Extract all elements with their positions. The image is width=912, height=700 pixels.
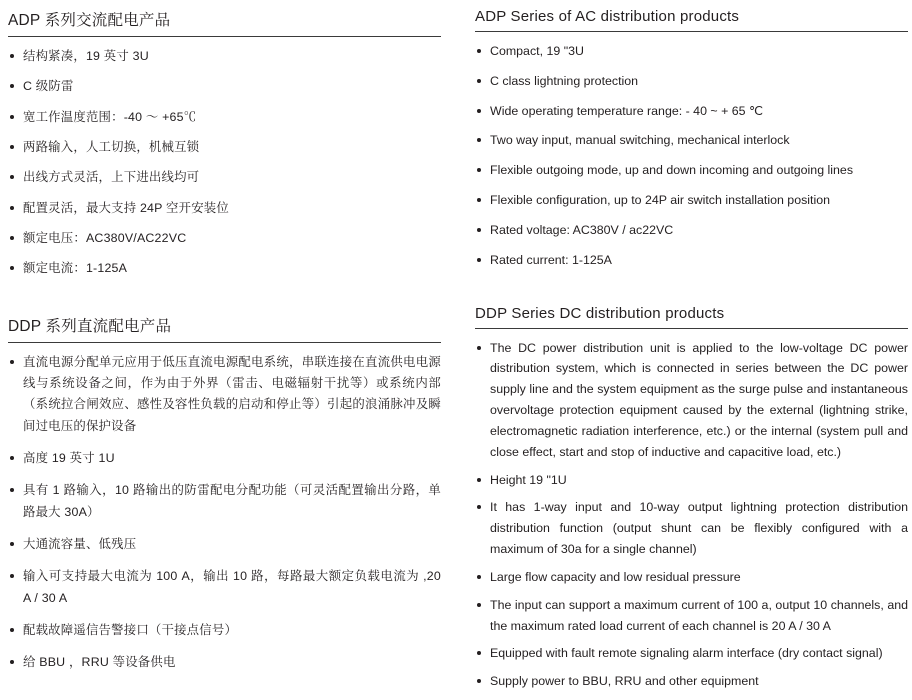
section-adp-english <box>475 8 908 271</box>
list-item: Supply power to BBU, RRU and other equipment <box>475 671 908 692</box>
list-item: It has 1-way input and 10-way output lightning protection distribution distribution function (output shunt can be flexibly configured with a maximum of 30a for a single channel) <box>475 497 908 559</box>
list-item: 额定电压：AC380V/AC22VC <box>8 228 441 249</box>
list-item: C class lightning protection <box>475 71 908 92</box>
list-item: C 级防雷 <box>8 76 441 97</box>
feature-list <box>475 41 908 271</box>
section-title: ADP 系列交流配电产品 <box>8 12 171 29</box>
section-adp-chinese <box>8 8 441 280</box>
chinese-column <box>8 8 441 685</box>
list-item: The input can support a maximum current of 100 a, output 10 channels, and the maximum rated load current of each channel is 20 A / 30 A <box>475 595 908 637</box>
list-item: Rated current: 1-125A <box>475 250 908 271</box>
feature-list <box>475 338 908 692</box>
feature-list <box>8 352 441 674</box>
english-column <box>475 8 908 700</box>
section-title: DDP Series DC distribution products <box>475 304 725 322</box>
two-column-layout <box>8 8 908 700</box>
section-divider <box>475 31 908 32</box>
section-divider <box>475 328 908 329</box>
section-title: DDP 系列直流配电产品 <box>8 317 172 335</box>
section-ddp-chinese <box>8 314 441 674</box>
list-item: Flexible configuration, up to 24P air switch installation position <box>475 190 908 211</box>
list-item: 具有 1 路输入，10 路输出的防雷配电分配功能（可灵活配置输出分路，单路最大 30A） <box>8 480 441 523</box>
list-item: Two way input, manual switching, mechanical interlock <box>475 130 908 151</box>
list-item: Flexible outgoing mode, up and down incoming and outgoing lines <box>475 160 908 181</box>
section-divider <box>8 36 441 37</box>
list-item: 出线方式灵活，上下进出线均可 <box>8 167 441 188</box>
section-divider <box>8 342 441 343</box>
list-item: 额定电流：1-125A <box>8 258 441 279</box>
list-item: 宽工作温度范围：-40 ～ +65℃ <box>8 107 441 128</box>
list-item: 大通流容量、低残压 <box>8 534 441 555</box>
list-item: Equipped with fault remote signaling alarm interface (dry contact signal) <box>475 643 908 664</box>
list-item: 两路输入，人工切换，机械互锁 <box>8 137 441 158</box>
list-item: Height 19 "1U <box>475 470 908 491</box>
list-item: 给 BBU ，RRU 等设备供电 <box>8 652 441 673</box>
list-item: Large flow capacity and low residual pressure <box>475 567 908 588</box>
list-item: 配载故障遥信告警接口（干接点信号） <box>8 620 441 641</box>
list-item: Wide operating temperature range: - 40 ~ + 65 ℃ <box>475 101 908 122</box>
list-item: 直流电源分配单元应用于低压直流电源配电系统，串联连接在直流供电电源线与系统设备之间，作为由于外界（雷击、电磁辐射干扰等）或系统内部（系统拉合闸效应、感性及容性负载的启动和停止等）引起的浪涌脉冲及瞬间过电压的保护设备 <box>8 352 441 437</box>
list-item: 配置灵活，最大支持 24P 空开安装位 <box>8 198 441 219</box>
list-item: The DC power distribution unit is applied to the low-voltage DC power distribution system, which is connected in series between the DC power supply line and the system equipment as the surge pulse and instantaneous overvoltage protection equipment caused by the external (lightning strike, electromagnetic radiation interference, etc.) or the internal (system pull and close effect, start and stop of inductive and capacitive load, etc.) <box>475 338 908 463</box>
list-item: 高度 19 英寸 1U <box>8 448 441 469</box>
section-ddp-english <box>475 305 908 692</box>
list-item: 结构紧凑，19 英寸 3U <box>8 46 441 67</box>
list-item: Rated voltage: AC380V / ac22VC <box>475 220 908 241</box>
list-item: Compact, 19 "3U <box>475 41 908 62</box>
list-item: 输入可支持最大电流为 100 A，输出 10 路，每路最大额定负载电流为 ,20 A / 30 A <box>8 566 441 609</box>
section-title: ADP Series of AC distribution products <box>475 8 740 25</box>
feature-list <box>8 46 441 280</box>
